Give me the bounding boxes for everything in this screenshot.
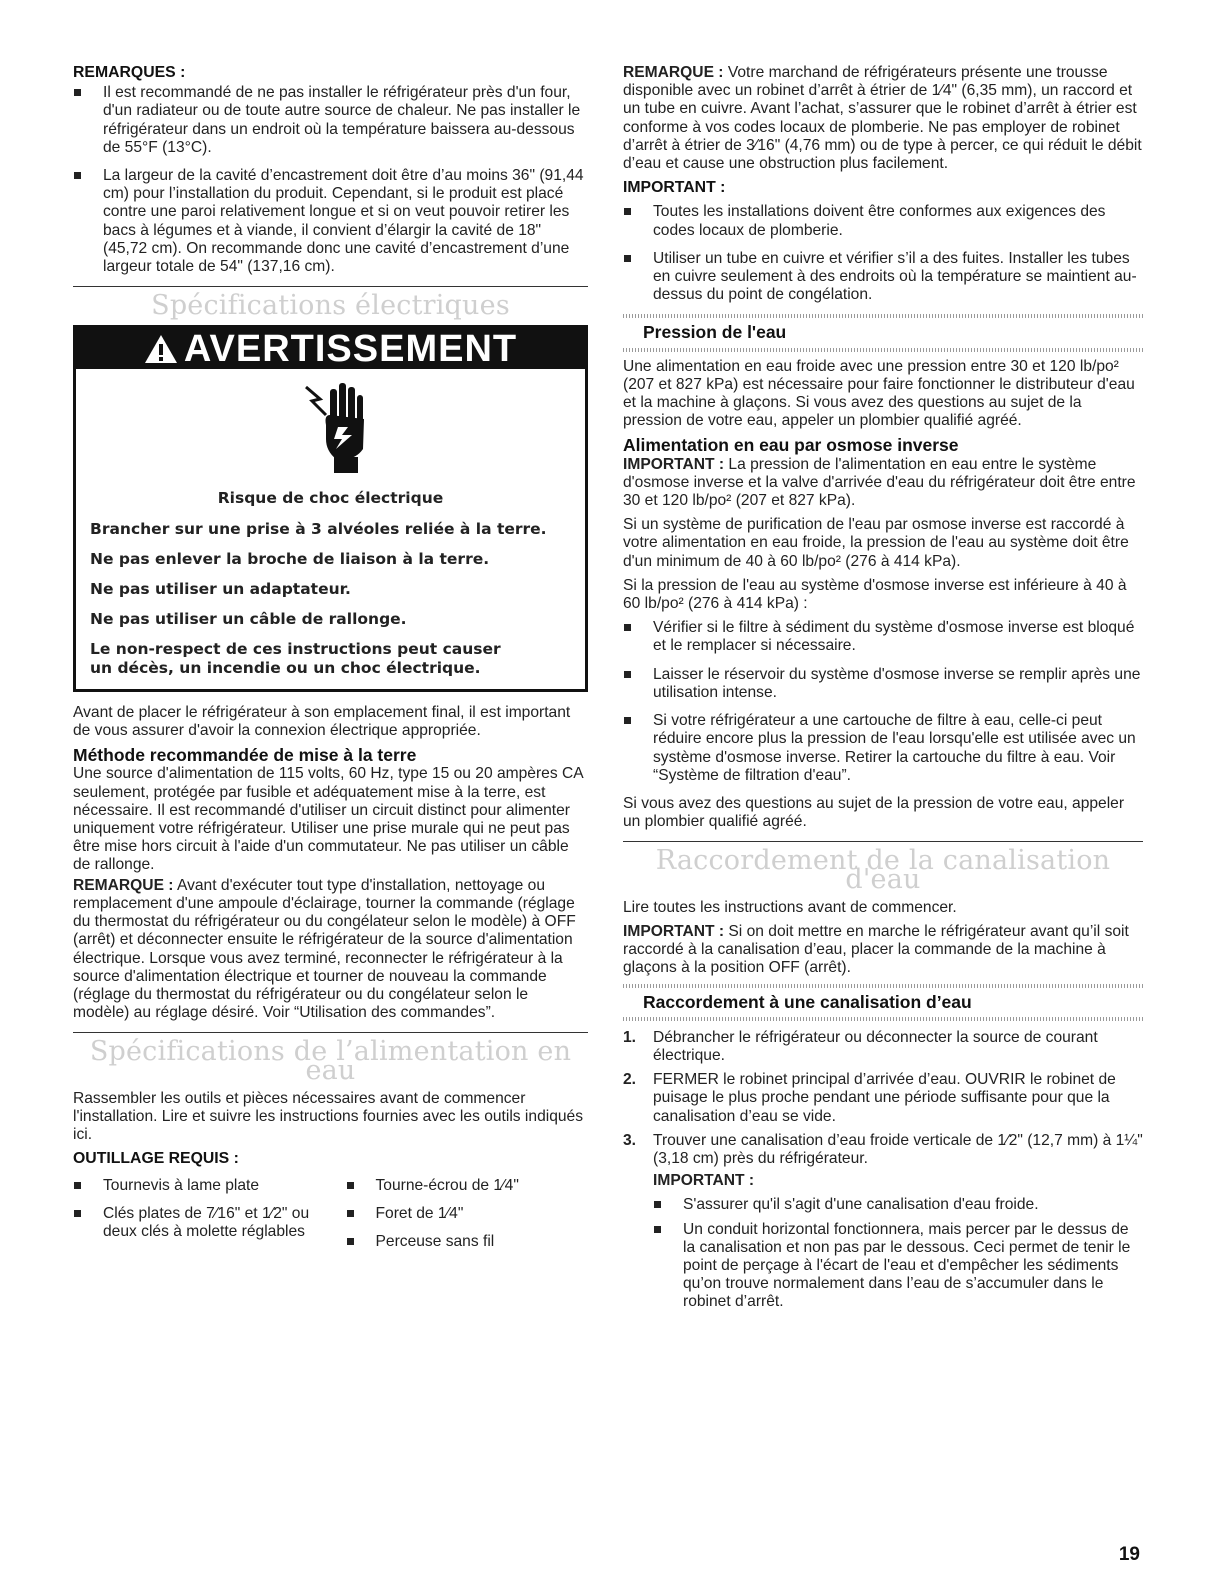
list-item: La largeur de la cavité d’encastrement doit être d’au moins 36" (91,44 cm) pour l’installation du produit. Cependant, si le produit est placé contre une paroi relativement longue et si on veut pouvoir retirer les bacs à légumes et à viande, il convient d’élargir la cavité de 18" (45,72 cm). On recommande donc une cavité d’encastrement d’une largeur totale de 54" (137,16 cm). xyxy=(73,167,588,276)
step-item xyxy=(623,1071,1143,1126)
important-label: IMPORTANT : xyxy=(623,455,725,473)
list-item: Toutes les installations doivent être conformes aux exigences des codes locaux de plomberie. xyxy=(623,203,1143,239)
osmose-p3: Si vous avez des questions au sujet de la pression de votre eau, appeler un plombier qualifié agréé. xyxy=(623,794,1125,831)
divider xyxy=(623,841,1143,842)
remarque-label: REMARQUE : xyxy=(623,64,724,81)
tools-col-1 xyxy=(73,1177,316,1262)
remarque-text: Votre marchand de réfrigérateurs présente une trousse disponible avec un robinet d’arrêt à étrier de 1⁄4" (6,35 mm), un raccord et un tube en cuivre. Avant l’achat, s’assurer que le robinet d’arrêt à étrier est conforme à vos codes locaux de plomberie. Ne pas employer de robinet d’arrêt à étrier de 3⁄16" (4,76 mm) ou de type à percer, ce qui réduit le débit d’eau et cause une obstruction plus facilement. xyxy=(623,64,1142,173)
section-title-electrical: Spécifications électriques xyxy=(151,290,510,322)
list-item: S'assurer qu'il s'agit d'une canalisation d'eau froide. xyxy=(653,1196,1143,1214)
hatch-rule xyxy=(623,984,1143,988)
warning-risk: Risque de choc électrique xyxy=(217,489,444,508)
pression-title: Pression de l'eau xyxy=(643,322,787,343)
hatch-rule xyxy=(623,1017,1143,1021)
important-title: IMPORTANT : xyxy=(623,179,726,197)
list-item: Foret de 1⁄4" xyxy=(346,1205,589,1223)
divider xyxy=(73,286,588,287)
list-item: Si votre réfrigérateur a une cartouche de filtre à eau, celle-ci peut réduire encore plus la pression de l'eau lorsqu'elle est utilisée avec un système d'osmose inverse. Retirer la cartouche du filtre à eau. Voir “Système de filtration d'eau”. xyxy=(623,712,1143,785)
warning-consequence-2: un décès, un incendie ou un choc électrique. xyxy=(90,658,481,677)
remarque-paragraph xyxy=(623,64,1143,173)
list-item: Laisser le réservoir du système d'osmose inverse se remplir après une utilisation intense. xyxy=(623,666,1143,702)
step-text: Débrancher le réfrigérateur ou déconnecter la source de courant électrique. xyxy=(653,1028,1098,1064)
remarque-paragraph xyxy=(73,877,588,1023)
warning-body xyxy=(76,479,585,688)
osmose-p2: Si la pression de l'eau au système d'osmose inverse est inférieure à 40 à 60 lb/po² (276 à 414 kPa) : xyxy=(623,576,1127,613)
ground-text: Une source d'alimentation de 115 volts, 60 Hz, type 15 ou 20 ampères CA seulement, protégée par fusible et adéquatement mise à la terre, est nécessaire. Il est recommandé d'utiliser un circuit distinct pour alimenter uniquement votre réfrigérateur. Utiliser une prise murale qui ne peut pas être mise hors circuit à l'aide d'un commutateur. Ne pas utiliser un câble de rallonge. xyxy=(73,765,583,874)
step-number: 3. xyxy=(623,1131,637,1149)
remarques-list xyxy=(73,84,588,276)
list-item: Tourne-écrou de 1⁄4" xyxy=(346,1177,589,1195)
step3-important: IMPORTANT : xyxy=(653,1172,755,1190)
list-item: Utiliser un tube en cuivre et vérifier s’il a des fuites. Installer les tubes en cuivre seulement à des endroits où la température se maintient au-dessus du point de congélation. xyxy=(623,250,1143,305)
osmose-list xyxy=(623,619,1143,785)
section-title-water: Spécifications de l’alimentation en eau xyxy=(89,1036,572,1086)
step-item xyxy=(623,1132,1143,1312)
list-item: Un conduit horizontal fonctionnera, mais percer par le dessus de la canalisation et non pas par le dessous. Ceci permet de tenir le point de perçage à l'écart de l'eau et d'empêcher les sédiments qu’on trouve normalement dans l’eau de s’accumuler dans le robinet d’arrêt. xyxy=(653,1221,1143,1312)
step-text: FERMER le robinet principal d’arrivée d’eau. OUVRIR le robinet de puisage le plus proche pendant une période suffisante pour que la canalisation d’eau se vide. xyxy=(653,1071,1116,1125)
remarque-text: Avant d'exécuter tout type d'installation, nettoyage ou remplacement d'une ampoule d'éclairage, tourner la commande (réglage du thermostat du réfrigérateur ou du congélateur selon le modèle) à OFF (arrêt) et déconnecter ensuite le réfrigérateur de la source d'alimentation électrique. Lorsque vous avez terminé, reconnecter le réfrigérateur à la source d'alimentation électrique et tourner de nouveau la commande (réglage du thermostat du réfrigérateur ou du congélateur selon le modèle) au réglage désiré. Voir “Utilisation des commandes”. xyxy=(73,876,576,1022)
hatch-rule xyxy=(623,348,1143,352)
remarques-title: REMARQUES : xyxy=(73,64,186,81)
warning-line: Ne pas enlever la broche de liaison à la terre. xyxy=(90,549,490,568)
water-intro: Rassembler les outils et pièces nécessaires avant de commencer l'installation. Lire et suivre les instructions fournies avec les outils indiqués ici. xyxy=(73,1089,584,1144)
list-item: Vérifier si le filtre à sédiment du système d'osmose inverse est bloqué et le remplacer si nécessaire. xyxy=(623,619,1143,655)
warning-header-text: AVERTISSEMENT xyxy=(183,328,518,371)
warning-header xyxy=(76,328,585,369)
step-item xyxy=(623,1029,1143,1065)
important-list xyxy=(623,203,1143,304)
warning-consequence-1: Le non-respect de ces instructions peut causer xyxy=(90,640,501,659)
step-number: 1. xyxy=(623,1028,637,1046)
raccord-important xyxy=(623,923,1143,978)
warning-line: Ne pas utiliser un adaptateur. xyxy=(90,580,351,599)
tools-title: OUTILLAGE REQUIS : xyxy=(73,1150,239,1168)
osmose-important xyxy=(623,456,1143,511)
warning-line: Ne pas utiliser un câble de rallonge. xyxy=(90,610,407,629)
list-item: Clés plates de 7⁄16" et 1⁄2" ou deux clés à molette réglables xyxy=(73,1205,316,1241)
elec-intro: Avant de placer le réfrigérateur à son emplacement final, il est important de vous assurer d'avoir la connexion électrique appropriée. xyxy=(73,703,571,740)
raccord-intro: Lire toutes les instructions avant de commencer. xyxy=(623,898,957,916)
step3-list xyxy=(653,1196,1143,1311)
step-text: Trouver une canalisation d’eau froide verticale de 1⁄2" (12,7 mm) à 1¼" (3,18 cm) près du réfrigérateur. xyxy=(653,1131,1143,1167)
list-item: Perceuse sans fil xyxy=(346,1233,589,1251)
page-number: 19 xyxy=(1118,1544,1140,1565)
right-column xyxy=(623,64,1143,1318)
electric-shock-hand-icon xyxy=(76,369,585,479)
tools-list xyxy=(73,1177,588,1264)
remarque-label: REMARQUE : xyxy=(73,876,174,894)
osmose-important-text: La pression de l'alimentation en eau entre le système d'osmose inverse et la valve d'arrivée d'eau du réfrigérateur doit être entre 30 et 120 lb/po² (207 et 827 kPa). xyxy=(623,455,1136,510)
raccord-important-text: Si on doit mettre en marche le réfrigérateur avant qu’il soit raccordé à la canalisation d’eau, placer la commande de la machine à glaçons à la position OFF (arrêt). xyxy=(623,922,1129,977)
warning-line: Brancher sur une prise à 3 alvéoles reliée à la terre. xyxy=(90,519,547,538)
osmose-title: Alimentation en eau par osmose inverse xyxy=(623,435,959,456)
ground-title: Méthode recommandée de mise à la terre xyxy=(73,745,417,766)
list-item: Il est recommandé de ne pas installer le réfrigérateur près d'un four, d'un radiateur ou de toute autre source de chaleur. Ne pas installer le réfrigérateur dans un endroit où la température baissera au-dessous de 55°F (13°C). xyxy=(73,84,588,157)
warning-box xyxy=(73,325,588,691)
tools-col-2 xyxy=(316,1177,589,1262)
section-title-raccordement: Raccordement de la canalisation d'eau xyxy=(655,845,1111,895)
important-label: IMPORTANT : xyxy=(623,922,725,940)
hatch-rule xyxy=(623,314,1143,318)
warning-triangle-icon xyxy=(144,334,178,364)
pression-text: Une alimentation en eau froide avec une pression entre 30 et 120 lb/po² (207 et 827 kPa) est nécessaire pour faire fonctionner le distributeur d'eau et la machine à glaçons. Si vous avez des questions au sujet de la pression de votre eau, appeler un plombier qualifié agréé. xyxy=(623,357,1135,430)
steps-list xyxy=(623,1029,1143,1312)
osmose-p1: Si un système de purification de l'eau par osmose inverse est raccordé à votre alimentation en eau froide, la pression de l'eau au système doit être d'un minimum de 40 à 60 lb/po² (276 à 414 kPa). xyxy=(623,516,1129,570)
divider xyxy=(73,1032,588,1033)
left-column xyxy=(73,64,588,1263)
list-item: Tournevis à lame plate xyxy=(73,1177,316,1195)
step-number: 2. xyxy=(623,1071,637,1089)
raccord-box-title: Raccordement à une canalisation d’eau xyxy=(643,991,972,1012)
